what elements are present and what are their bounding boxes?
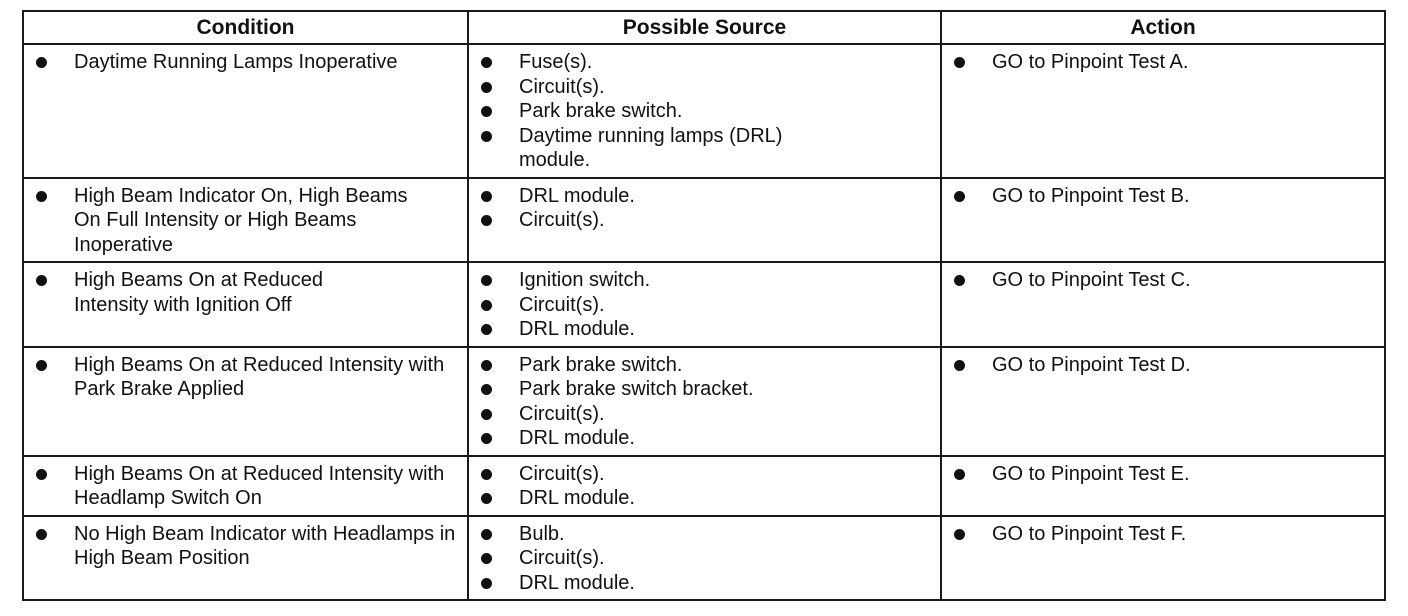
list-item: [469, 486, 940, 511]
header-condition: Condition: [23, 11, 468, 44]
list-item: [24, 268, 467, 317]
source-cell: [468, 516, 941, 601]
list-item: [469, 377, 940, 402]
source-text: Daytime running lamps (DRL) module.: [519, 124, 783, 171]
action-text: GO to Pinpoint Test C.: [992, 269, 1191, 291]
source-text: Park brake switch.: [519, 353, 683, 376]
bullet-icon: [954, 469, 965, 480]
source-text: DRL module.: [519, 571, 635, 594]
bullet-icon: [481, 493, 492, 504]
action-text: GO to Pinpoint Test F.: [992, 522, 1187, 545]
list-item: [24, 522, 467, 571]
bullet-icon: [36, 275, 47, 286]
list-item: [469, 99, 940, 124]
source-text: Fuse(s).: [519, 51, 593, 73]
table-row: [23, 262, 1385, 347]
bullet-icon: [36, 360, 47, 371]
action-text: GO to Pinpoint Test B.: [992, 184, 1190, 207]
action-text: GO to Pinpoint Test E.: [992, 462, 1190, 485]
bullet-icon: [36, 529, 47, 540]
bullet-icon: [36, 469, 47, 480]
table-row: [23, 178, 1385, 263]
action-cell: [941, 516, 1385, 601]
bullet-icon: [481, 553, 492, 564]
condition-cell: [23, 456, 468, 516]
list-item: [469, 293, 940, 318]
source-text: DRL module.: [519, 184, 635, 207]
condition-cell: [23, 44, 468, 178]
bullet-icon: [481, 215, 492, 226]
bullet-icon: [481, 300, 492, 311]
bullet-icon: [481, 469, 492, 480]
condition-cell: [23, 516, 468, 601]
source-text: DRL module.: [519, 487, 635, 509]
condition-text: High Beams On at Reduced Intensity with Headlamp Switch On: [74, 462, 445, 509]
source-text: DRL module.: [519, 427, 635, 449]
bullet-icon: [481, 433, 492, 444]
list-item: [942, 50, 1384, 75]
bullet-icon: [36, 57, 47, 68]
condition-text: High Beams On at Reduced Intensity with Ignition Off: [74, 269, 324, 316]
bullet-icon: [481, 275, 492, 286]
source-text: Circuit(s).: [519, 75, 605, 98]
source-text: Ignition switch.: [519, 269, 651, 291]
list-item: [24, 462, 467, 511]
bullet-icon: [954, 57, 965, 68]
list-item: [469, 522, 940, 547]
list-item: [469, 546, 940, 571]
table-row: [23, 347, 1385, 456]
list-item: [942, 353, 1384, 378]
bullet-icon: [36, 191, 47, 202]
diagnosis-table-container: [22, 10, 1384, 601]
bullet-icon: [481, 106, 492, 117]
list-item: [469, 208, 940, 233]
source-cell: [468, 347, 941, 456]
bullet-icon: [481, 82, 492, 93]
action-cell: [941, 262, 1385, 347]
action-cell: [941, 178, 1385, 263]
list-item: [469, 353, 940, 378]
bullet-icon: [481, 57, 492, 68]
action-cell: [941, 44, 1385, 178]
condition-text: Daytime Running Lamps Inoperative: [74, 51, 398, 73]
bullet-icon: [954, 275, 965, 286]
header-action: Action: [941, 11, 1385, 44]
list-item: [24, 353, 467, 402]
source-text: Circuit(s).: [519, 547, 605, 569]
bullet-icon: [481, 409, 492, 420]
action-cell: [941, 347, 1385, 456]
bullet-icon: [954, 529, 965, 540]
source-text: Park brake switch bracket.: [519, 378, 754, 400]
condition-text: High Beams On at Reduced Intensity with Park Brake Applied: [74, 353, 445, 400]
bullet-icon: [481, 191, 492, 202]
bullet-icon: [481, 384, 492, 395]
source-cell: [468, 456, 941, 516]
list-item: [469, 124, 940, 173]
bullet-icon: [954, 360, 965, 371]
list-item: [942, 522, 1384, 547]
source-text: Circuit(s).: [519, 402, 605, 425]
action-text: GO to Pinpoint Test D.: [992, 353, 1191, 376]
list-item: [469, 75, 940, 100]
table-row: [23, 456, 1385, 516]
condition-text: No High Beam Indicator with Headlamps in High Beam Position: [74, 522, 456, 569]
list-item: [942, 184, 1384, 209]
source-text: Circuit(s).: [519, 209, 605, 231]
list-item: [24, 50, 467, 75]
source-cell: [468, 262, 941, 347]
list-item: [469, 317, 940, 342]
condition-cell: [23, 262, 468, 347]
source-cell: [468, 44, 941, 178]
source-text: Bulb.: [519, 522, 565, 545]
condition-cell: [23, 347, 468, 456]
source-text: Circuit(s).: [519, 293, 605, 316]
bullet-icon: [481, 360, 492, 371]
diagnosis-table: [22, 10, 1386, 601]
list-item: [469, 50, 940, 75]
table-row: [23, 516, 1385, 601]
bullet-icon: [954, 191, 965, 202]
action-text: GO to Pinpoint Test A.: [992, 51, 1189, 73]
source-cell: [468, 178, 941, 263]
header-possible-source: Possible Source: [468, 11, 941, 44]
condition-cell: [23, 178, 468, 263]
bullet-icon: [481, 324, 492, 335]
list-item: [24, 184, 467, 258]
source-text: Circuit(s).: [519, 462, 605, 485]
list-item: [469, 402, 940, 427]
list-item: [469, 462, 940, 487]
bullet-icon: [481, 529, 492, 540]
table-row: [23, 44, 1385, 178]
list-item: [469, 571, 940, 596]
list-item: [942, 462, 1384, 487]
list-item: [469, 184, 940, 209]
header-row: [23, 11, 1385, 44]
action-cell: [941, 456, 1385, 516]
source-text: Park brake switch.: [519, 100, 683, 122]
list-item: [469, 268, 940, 293]
list-item: [942, 268, 1384, 293]
source-text: DRL module.: [519, 318, 635, 340]
condition-text: High Beam Indicator On, High Beams On Full Intensity or High Beams Inoperative: [74, 184, 408, 256]
list-item: [469, 426, 940, 451]
bullet-icon: [481, 131, 492, 142]
bullet-icon: [481, 578, 492, 589]
